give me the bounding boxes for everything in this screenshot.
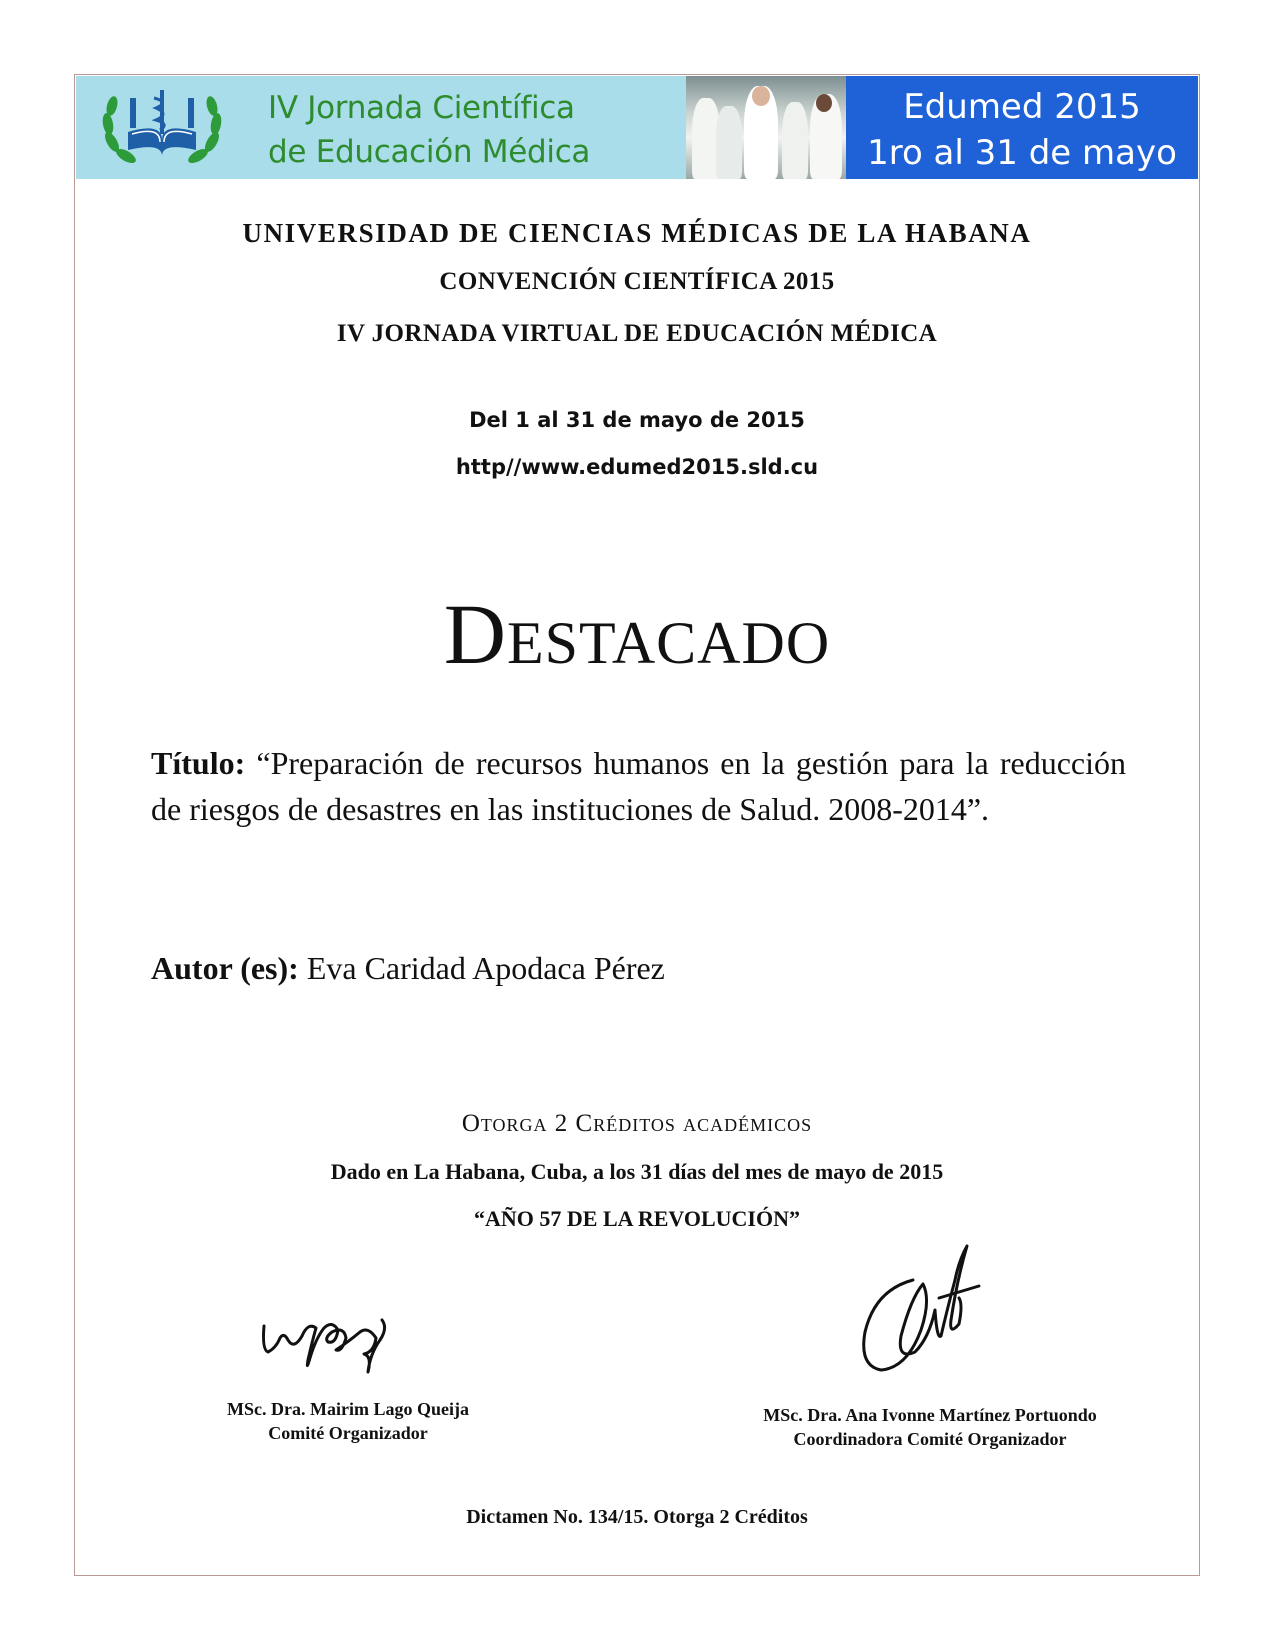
work-title-text: “Preparación de recursos humanos en la gestión para la reducción de riesgos de desastres en las instituciones de Salud. 2008-2014”.	[151, 745, 1127, 827]
award-title: Destacado	[443, 586, 831, 682]
banner-title-line2: de Educación Médica	[268, 134, 591, 170]
signature-1	[258, 1298, 408, 1378]
given-line: Dado en La Habana, Cuba, a los 31 días del mes de mayo de 2015	[330, 1159, 944, 1184]
university-heading: UNIVERSIDAD DE CIENCIAS MÉDICAS DE LA HABANA	[242, 218, 1032, 248]
event-banner	[76, 76, 1198, 179]
author-name: Eva Caridad Apodaca Pérez	[306, 950, 665, 986]
author-block	[151, 950, 665, 987]
signer-1-role: Comité Organizador	[268, 1423, 428, 1443]
year-motto: “AÑO 57 DE LA REVOLUCIÓN”	[474, 1206, 800, 1231]
signer-2-name: MSc. Dra. Ana Ivonne Martínez Portuondo	[763, 1405, 1097, 1425]
convention-heading: CONVENCIÓN CIENTÍFICA 2015	[439, 268, 835, 295]
banner-title	[268, 86, 590, 174]
banner-event-name: Edumed 2015	[903, 87, 1141, 127]
signer-1-name: MSc. Dra. Mairim Lago Queija	[227, 1399, 469, 1419]
credits-line: Otorga 2 Créditos académicos	[461, 1110, 813, 1137]
signer-1	[178, 1397, 518, 1445]
signature-2	[855, 1240, 985, 1390]
banner-event-dates: 1ro al 31 de mayo	[867, 133, 1177, 173]
banner-photo	[686, 76, 846, 179]
banner-title-line1: IV Jornada Científica	[268, 90, 575, 126]
jornada-heading: IV JORNADA VIRTUAL DE EDUCACIÓN MÉDICA	[336, 320, 938, 347]
banner-event-info	[846, 84, 1198, 176]
author-label: Autor (es):	[151, 950, 299, 986]
event-url: http//www.edumed2015.sld.cu	[455, 455, 819, 479]
work-title-label: Título:	[151, 745, 246, 781]
work-title-block	[151, 740, 1126, 832]
medical-education-laurel-icon	[98, 84, 226, 170]
signer-2	[700, 1403, 1160, 1451]
signer-2-role: Coordinadora Comité Organizador	[793, 1429, 1067, 1449]
event-dates: Del 1 al 31 de mayo de 2015	[469, 408, 805, 432]
banner-right-panel	[846, 76, 1198, 179]
dictamen-line: Dictamen No. 134/15. Otorga 2 Créditos	[466, 1506, 808, 1528]
banner-left-panel	[76, 76, 686, 179]
